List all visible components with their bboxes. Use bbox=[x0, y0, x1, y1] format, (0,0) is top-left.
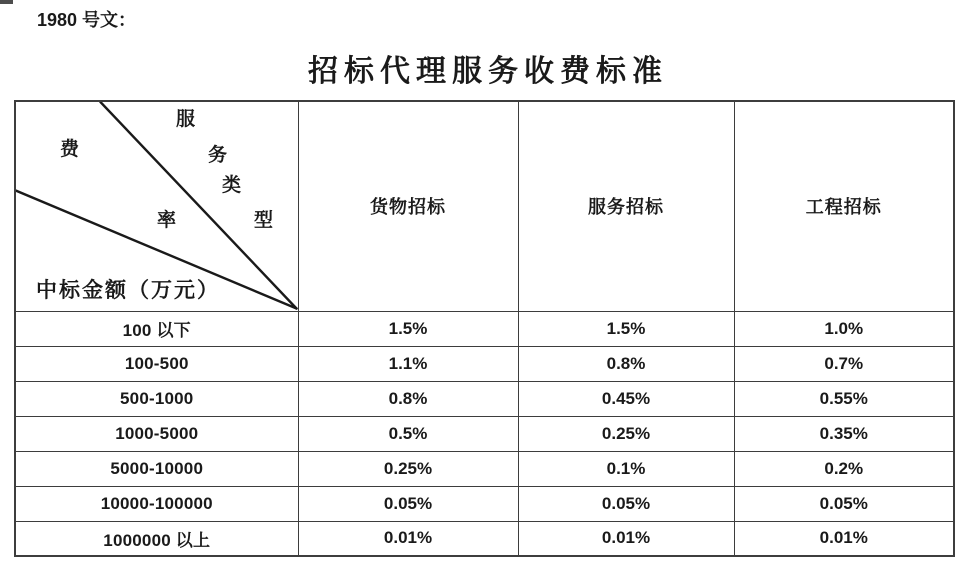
amount-range-cell: 100-500 bbox=[15, 346, 298, 381]
rate-cell: 0.7% bbox=[734, 346, 954, 381]
page-title: 招标代理服务收费标准 bbox=[308, 54, 668, 89]
document-number-value: 1980 bbox=[37, 10, 78, 30]
table-row bbox=[15, 486, 954, 521]
document-number-label: 号文： bbox=[82, 10, 137, 31]
column-header-engineering-bidding: 工程招标 bbox=[734, 101, 954, 311]
table-header-row bbox=[15, 101, 954, 311]
table-row bbox=[15, 521, 954, 556]
table-row bbox=[15, 416, 954, 451]
rate-cell: 1.1% bbox=[298, 346, 518, 381]
column-header-service-bidding: 服务招标 bbox=[518, 101, 734, 311]
amount-range-cell: 500-1000 bbox=[15, 381, 298, 416]
corner-label-fee-rate-char: 费 bbox=[60, 138, 80, 160]
rate-cell: 0.45% bbox=[518, 381, 734, 416]
table-row bbox=[15, 381, 954, 416]
rate-cell: 0.2% bbox=[734, 451, 954, 486]
corner-label-fee-rate-char: 率 bbox=[157, 209, 177, 231]
amount-range-cell: 100 以下 bbox=[15, 311, 298, 346]
rate-cell: 0.55% bbox=[734, 381, 954, 416]
amount-range-cell: 5000-10000 bbox=[15, 451, 298, 486]
rate-cell: 1.5% bbox=[298, 311, 518, 346]
rate-cell: 0.25% bbox=[518, 416, 734, 451]
rate-cell: 0.01% bbox=[298, 521, 518, 556]
table-row bbox=[15, 311, 954, 346]
amount-range-cell: 1000000 以上 bbox=[15, 521, 298, 556]
rate-cell: 0.01% bbox=[518, 521, 734, 556]
rate-cell: 0.8% bbox=[298, 381, 518, 416]
rate-cell: 0.01% bbox=[734, 521, 954, 556]
fee-standard-table bbox=[14, 100, 955, 557]
page-corner-mark bbox=[0, 0, 13, 4]
table-row bbox=[15, 346, 954, 381]
corner-label-service-type-char: 型 bbox=[254, 209, 274, 231]
amount-range-cell: 10000-100000 bbox=[15, 486, 298, 521]
corner-label-service-type-char: 务 bbox=[208, 144, 228, 166]
corner-label-bid-amount: 中标金额（万元） bbox=[36, 279, 220, 302]
rate-cell: 1.5% bbox=[518, 311, 734, 346]
rate-cell: 0.35% bbox=[734, 416, 954, 451]
amount-range-cell: 1000-5000 bbox=[15, 416, 298, 451]
rate-cell: 0.05% bbox=[298, 486, 518, 521]
rate-cell: 0.8% bbox=[518, 346, 734, 381]
document-number bbox=[37, 6, 136, 32]
corner-label-service-type-char: 服 bbox=[176, 108, 196, 130]
diagonal-corner-header-cell bbox=[15, 101, 298, 311]
rate-cell: 0.05% bbox=[734, 486, 954, 521]
column-header-goods-bidding: 货物招标 bbox=[298, 101, 518, 311]
corner-label-service-type-char: 类 bbox=[222, 174, 242, 196]
rate-cell: 1.0% bbox=[734, 311, 954, 346]
table-row bbox=[15, 451, 954, 486]
rate-cell: 0.25% bbox=[298, 451, 518, 486]
rate-cell: 0.5% bbox=[298, 416, 518, 451]
rate-cell: 0.1% bbox=[518, 451, 734, 486]
rate-cell: 0.05% bbox=[518, 486, 734, 521]
